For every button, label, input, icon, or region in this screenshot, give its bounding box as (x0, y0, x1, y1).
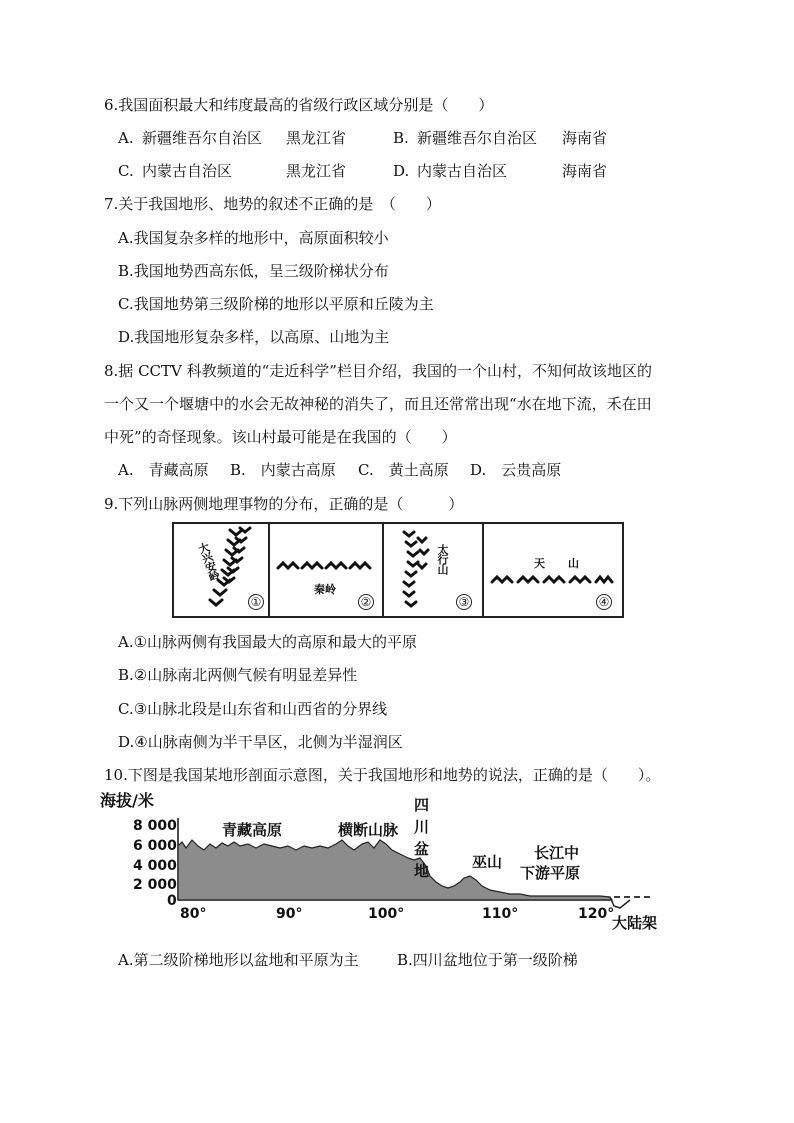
y-tick-4000: 4 000 (133, 858, 177, 874)
q6-option-b-label: B. (393, 129, 409, 147)
q6-option-d-text2: 海南省 (562, 162, 608, 180)
q6-option-b-text2: 海南省 (562, 129, 608, 147)
y-tick-0: 0 (167, 893, 177, 909)
q6-option-a-label: A. (118, 129, 134, 147)
question-8-stem-line2: 一个又一个堰塘中的水会无故神秘的消失了，而且还常常出现“水在地下流，禾在田 (104, 395, 652, 413)
q8-option-b: B. 内蒙古高原 (230, 461, 336, 479)
x-tick-90: 90° (276, 906, 303, 922)
q9-option-c: C.③山脉北段是山东省和山西省的分界线 (118, 700, 388, 718)
mountain-label-qinling: 秦岭 (314, 583, 336, 596)
q9-option-a: A.①山脉两侧有我国最大的高原和最大的平原 (118, 633, 418, 651)
circle-number-3: ③ (456, 594, 472, 610)
q8-option-a: A. 青藏高原 (118, 461, 209, 479)
q6-option-a-text2: 黑龙江省 (286, 129, 347, 147)
y-axis-title: 海拔/米 (100, 791, 154, 810)
q7-option-b: B.我国地势西高东低，呈三级阶梯状分布 (118, 262, 389, 280)
q7-option-a: A.我国复杂多样的地形中，高原面积较小 (118, 229, 389, 247)
x-tick-120: 120° (578, 906, 615, 922)
q6-option-b-text1: 新疆维吾尔自治区 (417, 129, 538, 147)
q10-option-b: B.四川盆地位于第一级阶梯 (397, 951, 578, 969)
question-9-stem: 9.下列山脉两侧地理事物的分布，正确的是（ ） (104, 495, 464, 513)
label-yangtze-plain-1: 长江中 (534, 844, 580, 862)
y-tick-8000: 8 000 (133, 818, 177, 834)
q7-option-d: D.我国地形复杂多样，以高原、山地为主 (118, 328, 390, 346)
x-tick-80: 80° (180, 906, 207, 922)
label-sichuan-4: 地 (414, 862, 430, 880)
y-tick-6000: 6 000 (133, 838, 177, 854)
q6-option-d-text1: 内蒙古自治区 (417, 162, 508, 180)
x-tick-110: 110° (482, 906, 519, 922)
mountain-label-tianshan: 天 山 (534, 557, 585, 570)
circle-number-4: ④ (596, 594, 612, 610)
q6-option-c-text1: 内蒙古自治区 (142, 162, 233, 180)
q6-option-c-text2: 黑龙江省 (286, 162, 347, 180)
panel-3 (384, 524, 484, 616)
q9-option-b: B.②山脉南北两侧气候有明显差异性 (118, 666, 358, 684)
mountain-label-taihang: 太行山 (436, 544, 449, 574)
label-sichuan-3: 盆 (414, 840, 430, 858)
label-hengduan-mountains: 横断山脉 (338, 821, 399, 839)
circle-number-1: ① (248, 594, 264, 610)
panel-1 (174, 524, 270, 616)
label-sichuan-2: 川 (414, 818, 430, 836)
panel-4 (484, 524, 622, 616)
q6-option-a-text1: 新疆维吾尔自治区 (142, 129, 263, 147)
terrain-profile-figure (100, 788, 680, 936)
question-10-stem: 10.下图是我国某地形剖面示意图，关于我国地形和地势的说法，正确的是（ ）。 (104, 766, 661, 784)
label-yangtze-plain-2: 下游平原 (520, 864, 581, 882)
panel-2 (270, 524, 384, 616)
question-7-stem: 7.关于我国地形、地势的叙述不正确的是 （ ） (104, 195, 441, 213)
circle-number-2: ② (358, 594, 374, 610)
mountain-figure (172, 522, 624, 618)
x-tick-100: 100° (368, 906, 405, 922)
q10-option-a: A.第二级阶梯地形以盆地和平原为主 (118, 951, 359, 969)
label-sichuan-1: 四 (414, 796, 430, 814)
q8-option-c: C. 黄土高原 (358, 461, 449, 479)
label-continental-shelf: 大陆架 (612, 914, 658, 932)
q6-option-c-label: C. (118, 162, 134, 180)
y-tick-2000: 2 000 (133, 877, 177, 893)
question-8-stem-line1: 8.据 CCTV 科教频道的“走近科学”栏目介绍，我国的一个山村，不知何故该地区的 (104, 362, 652, 380)
mountain-label-daxinganling: 大兴安岭 (195, 540, 222, 583)
label-qinghai-tibet-plateau: 青藏高原 (222, 821, 283, 839)
question-8-stem-line3: 中死”的奇怪现象。该山村最可能是在我国的（ ） (104, 428, 457, 446)
label-wushan: 巫山 (472, 853, 503, 871)
q7-option-c: C.我国地势第三级阶梯的地形以平原和丘陵为主 (118, 295, 434, 313)
q6-option-d-label: D. (393, 162, 410, 180)
q9-option-d: D.④山脉南侧为半干旱区，北侧为半湿润区 (118, 733, 403, 751)
question-6-stem: 6.我国面积最大和纬度最高的省级行政区域分别是（ ） (104, 96, 494, 114)
q8-option-d: D. 云贵高原 (470, 461, 562, 479)
